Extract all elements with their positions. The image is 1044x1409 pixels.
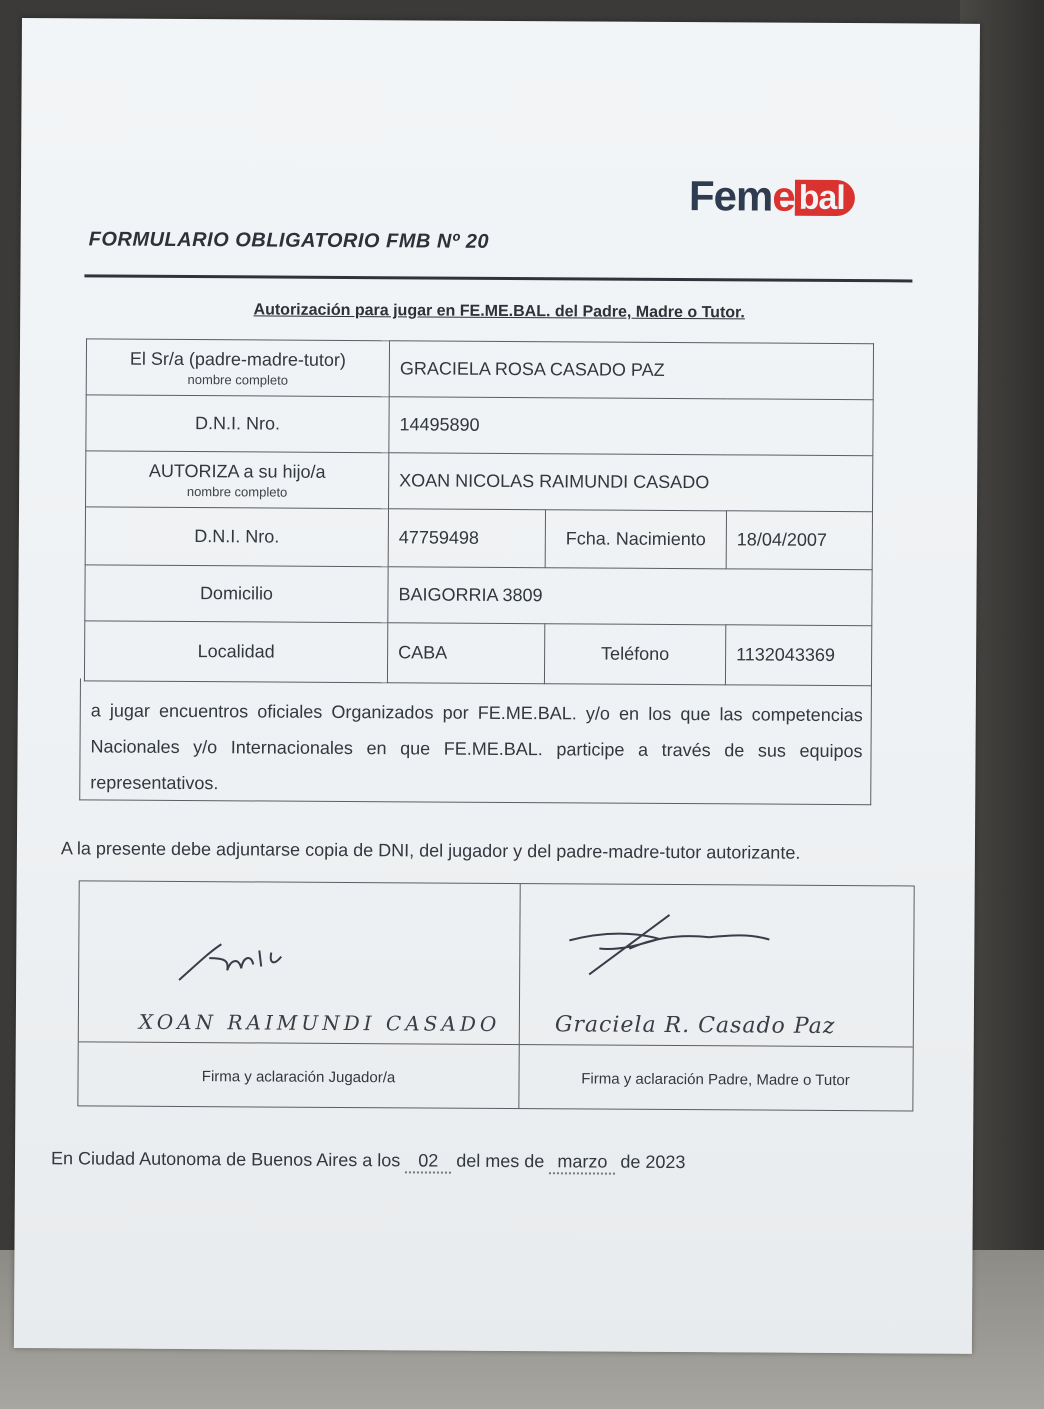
table-row (85, 565, 872, 626)
table-row (86, 339, 873, 400)
player-signature-caption: Firma y aclaración Jugador/a (201, 1068, 396, 1087)
parent-label-cell (86, 339, 389, 397)
parent-dni-label: D.N.I. Nro. (86, 395, 389, 453)
title-rule (84, 274, 912, 282)
footer-month[interactable]: marzo (549, 1151, 615, 1174)
address-label: Domicilio (85, 565, 388, 623)
form-sheet (14, 18, 980, 1354)
child-dni-label: D.N.I. Nro. (85, 507, 388, 567)
footer-prefix: En Ciudad Autonoma de Buenos Aires a los (50, 1148, 401, 1171)
form-title: FORMULARIO OBLIGATORIO FMB Nº 20 (88, 228, 490, 253)
locality-field[interactable]: CABA (387, 623, 544, 684)
child-name-field[interactable]: XOAN NICOLAS RAIMUNDI CASADO (389, 453, 873, 512)
phone-field[interactable]: 1132043369 (725, 625, 871, 686)
parent-signature-icon (559, 904, 799, 985)
table-row (86, 395, 873, 456)
player-printed-name: XOAN RAIMUNDI CASADO (138, 1009, 501, 1036)
child-sublabel: nombre completo (186, 483, 288, 500)
parent-printed-name: Graciela R. Casado Paz (554, 1012, 836, 1039)
logo-text-c: bal (795, 180, 855, 216)
child-label: AUTORIZA a su hijo/a (148, 460, 326, 482)
signature-caption-rule (79, 1041, 913, 1047)
logo-text-b: e (772, 172, 795, 220)
parent-signature-caption: Firma y aclaración Padre, Madre o Tutor (581, 1070, 850, 1090)
child-label-cell (86, 451, 389, 509)
table-row (86, 451, 873, 512)
place-date-line (51, 1148, 686, 1175)
table-row (84, 621, 871, 686)
locality-label: Localidad (84, 621, 387, 683)
birth-date-label: Fcha. Nacimiento (545, 510, 726, 569)
signature-box (77, 880, 914, 1111)
femebal-logo (689, 172, 855, 221)
table-row (85, 507, 872, 570)
logo-text-a: Fem (688, 172, 773, 220)
form-subtitle: Autorización para jugar en FE.ME.BAL. del Padre, Madre o Tutor. (253, 301, 745, 322)
parent-dni-field[interactable]: 14495890 (389, 397, 873, 456)
footer-year: de 2023 (620, 1151, 686, 1173)
phone-label: Teléfono (544, 624, 725, 685)
footer-month-label: del mes de (456, 1150, 545, 1172)
address-field[interactable]: BAIGORRIA 3809 (388, 567, 872, 626)
parent-name-field[interactable]: GRACIELA ROSA CASADO PAZ (389, 341, 873, 400)
data-table (84, 338, 874, 686)
parent-label: El Sr/a (padre-madre-tutor) (129, 348, 347, 370)
authorization-text: a jugar encuentros oficiales Organizados por FE.ME.BAL. y/o en los que las competencias Nacionales y/o Internacionales en que FE.ME.BAL. participe a través de sus equipos representativos. (79, 678, 872, 805)
birth-date-field[interactable]: 18/04/2007 (726, 511, 872, 570)
footer-day[interactable]: 02 (405, 1150, 451, 1173)
attachment-notice: A la presente debe adjuntarse copia de DNI, del jugador y del padre-madre-tutor autorizante. (60, 838, 801, 863)
player-signature-icon (169, 922, 319, 993)
child-dni-field[interactable]: 47759498 (388, 509, 545, 568)
parent-sublabel: nombre completo (187, 371, 289, 388)
